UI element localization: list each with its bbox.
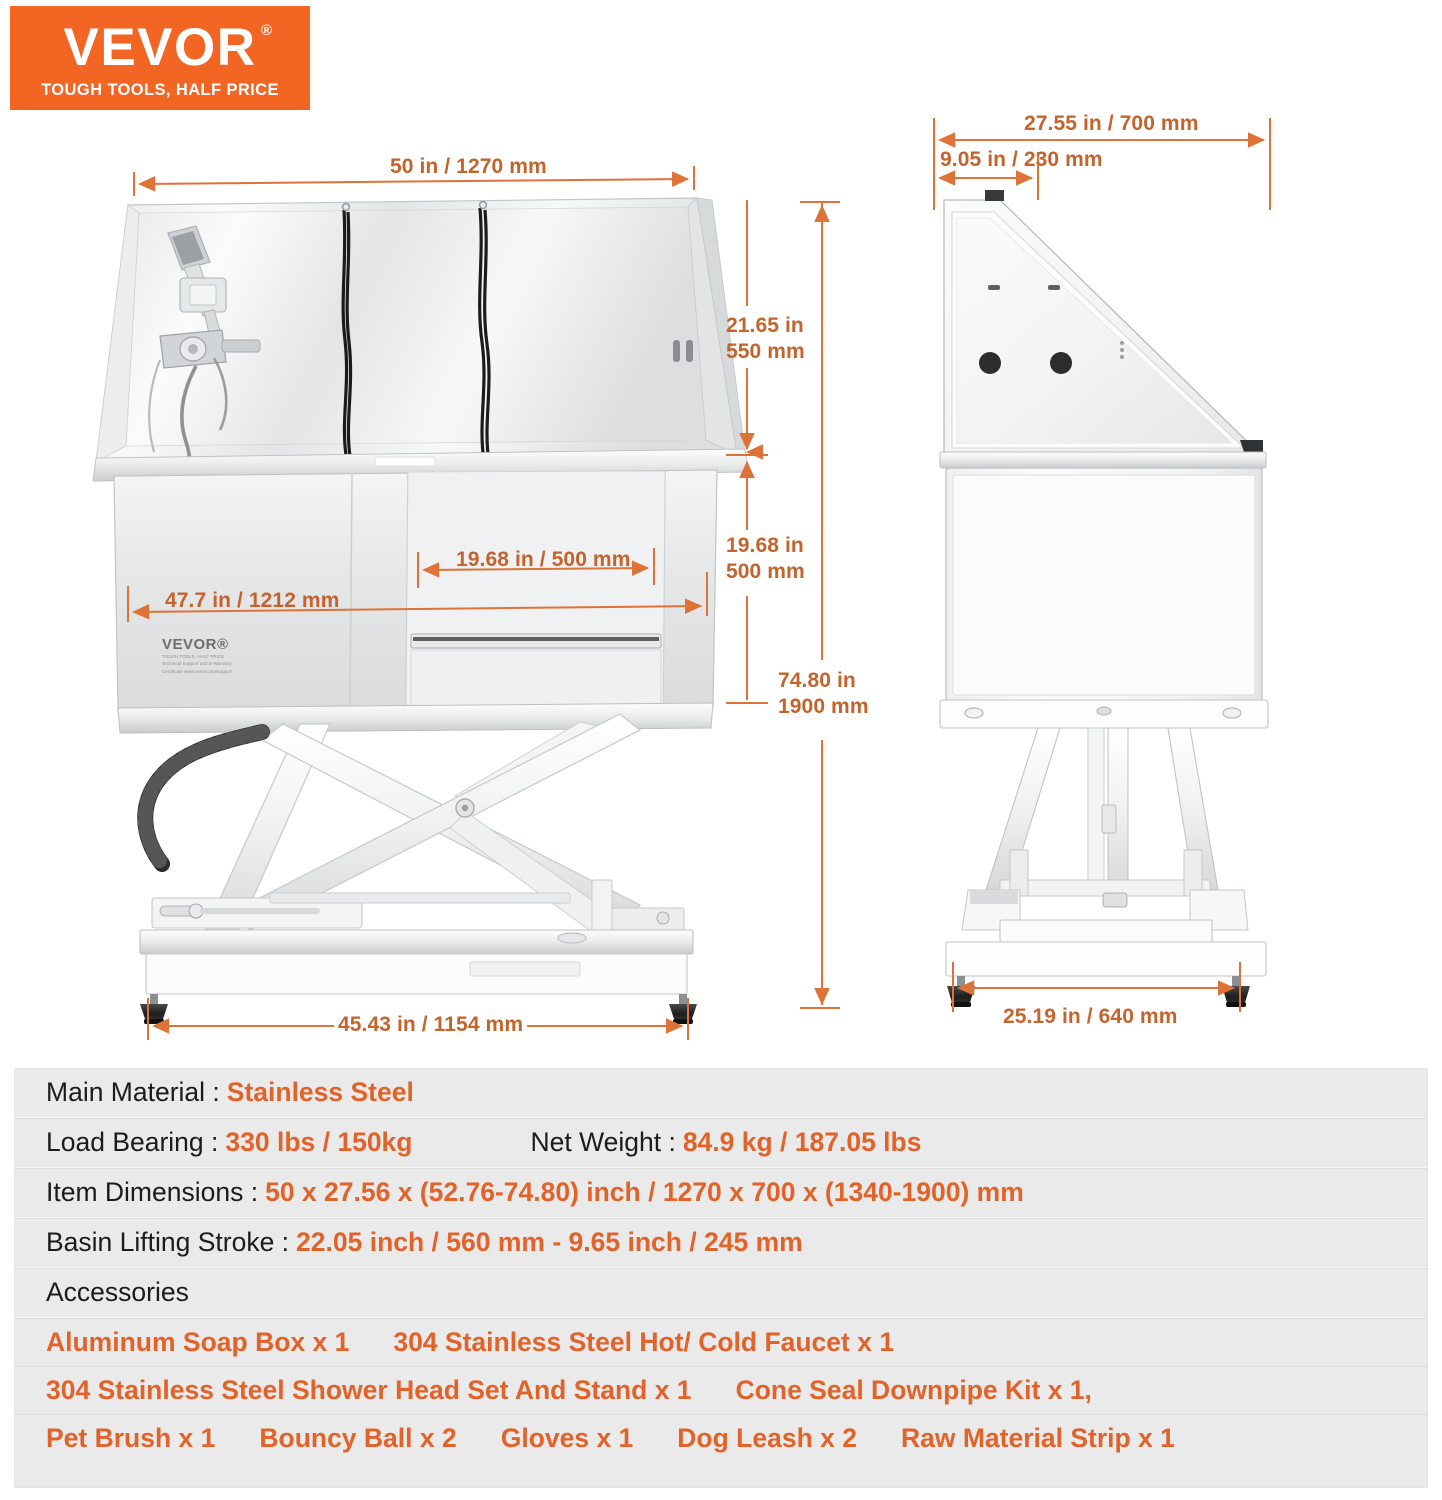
spec-row-basin-lifting-stroke [14, 1218, 1428, 1268]
dimension-label-inner-depth: 9.05 in / 230 mm [940, 148, 1103, 171]
leveling-foot [669, 994, 697, 1024]
spec-label: Net Weight : [530, 1127, 676, 1157]
total-height-mm: 1900 mm [778, 695, 869, 719]
spec-label: Load Bearing : [46, 1127, 219, 1157]
side-lift-legs [962, 728, 1248, 930]
dimension-label-total-depth: 27.55 in / 700 mm [1024, 112, 1199, 135]
accessories-row [14, 1414, 1428, 1462]
splash-height-inches: 21.65 in [726, 314, 804, 337]
spec-value: 84.9 kg / 187.05 lbs [682, 1127, 922, 1157]
dimension-label-basin-inner-width: 19.68 in / 500 mm [456, 548, 631, 571]
registered-trademark-icon: ® [260, 21, 274, 39]
accessory-item: 304 Stainless Steel Hot/ Cold Faucet x 1 [393, 1326, 895, 1357]
spec-value: 330 lbs / 150kg [225, 1127, 413, 1157]
dimension-label-splash-height [726, 313, 805, 366]
dimension-label-base-width: 45.43 in / 1154 mm [334, 1013, 527, 1037]
accessory-item: Aluminum Soap Box x 1 [46, 1326, 350, 1357]
spec-label: Item Dimensions : [46, 1177, 259, 1207]
spec-cell [46, 1227, 803, 1258]
dimension-label-front-width: 50 in / 1270 mm [390, 155, 547, 178]
scissor-lift-mechanism [152, 714, 684, 950]
accessory-item: 304 Stainless Steel Shower Head Set And Stand x 1 [46, 1374, 692, 1405]
spec-cell [46, 1177, 1024, 1208]
dimension-label-total-height [778, 668, 869, 721]
spec-cell [46, 1127, 412, 1158]
spec-row-load-bearing [14, 1118, 1428, 1168]
spec-value: 22.05 inch / 560 mm - 9.65 inch / 245 mm [296, 1227, 803, 1257]
accessory-item: Cone Seal Downpipe Kit x 1, [735, 1374, 1092, 1405]
accessories-heading: Accessories [46, 1277, 189, 1307]
decal-support-line2: Certificate www.vevor.com/support [162, 669, 233, 675]
side-view-illustration [940, 190, 1268, 1007]
spec-cell [530, 1127, 921, 1158]
decal-tagline: TOUGH TOOLS, HALF PRICE [162, 653, 225, 659]
spec-value: 50 x 27.56 x (52.76-74.80) inch / 1270 x 700 x (1340-1900) mm [265, 1177, 1024, 1207]
accessory-item: Dog Leash x 2 [677, 1422, 857, 1453]
decal-wordmark: VEVOR® [162, 636, 229, 653]
spec-row-item-dimensions [14, 1168, 1428, 1218]
dimension-label-basin-depth [726, 533, 805, 586]
spec-cell [46, 1077, 414, 1108]
accessories-row [14, 1318, 1428, 1366]
basin-depth-inches: 19.68 in [726, 534, 804, 557]
accessory-item: Pet Brush x 1 [46, 1422, 216, 1453]
leveling-foot [1222, 976, 1250, 1007]
decal-support-line1: Technical Support and E-Warranty [162, 661, 232, 667]
spec-label: Main Material : [46, 1077, 220, 1107]
total-height-inches: 74.80 in [778, 669, 856, 692]
accessories-row [14, 1366, 1428, 1414]
spec-value: Stainless Steel [226, 1077, 414, 1107]
splash-height-mm: 550 mm [726, 340, 805, 364]
accessory-item: Gloves x 1 [500, 1422, 634, 1453]
specification-table [14, 1068, 1428, 1488]
basin-depth-mm: 500 mm [726, 560, 805, 584]
brand-tagline: TOUGH TOOLS, HALF PRICE [41, 80, 279, 99]
dimension-label-base-depth: 25.19 in / 640 mm [1003, 1005, 1178, 1028]
accessory-item: Raw Material Strip x 1 [900, 1422, 1175, 1453]
leveling-foot [947, 976, 975, 1007]
leveling-foot [140, 994, 168, 1024]
accessory-item: Bouncy Ball x 2 [259, 1422, 457, 1453]
spec-row-main-material [14, 1068, 1428, 1118]
spec-label: Basin Lifting Stroke : [46, 1227, 290, 1257]
brand-name: VEVOR [63, 17, 257, 77]
dimension-label-basin-length: 47.7 in / 1212 mm [165, 589, 340, 612]
spec-row-accessories-heading [14, 1268, 1428, 1318]
